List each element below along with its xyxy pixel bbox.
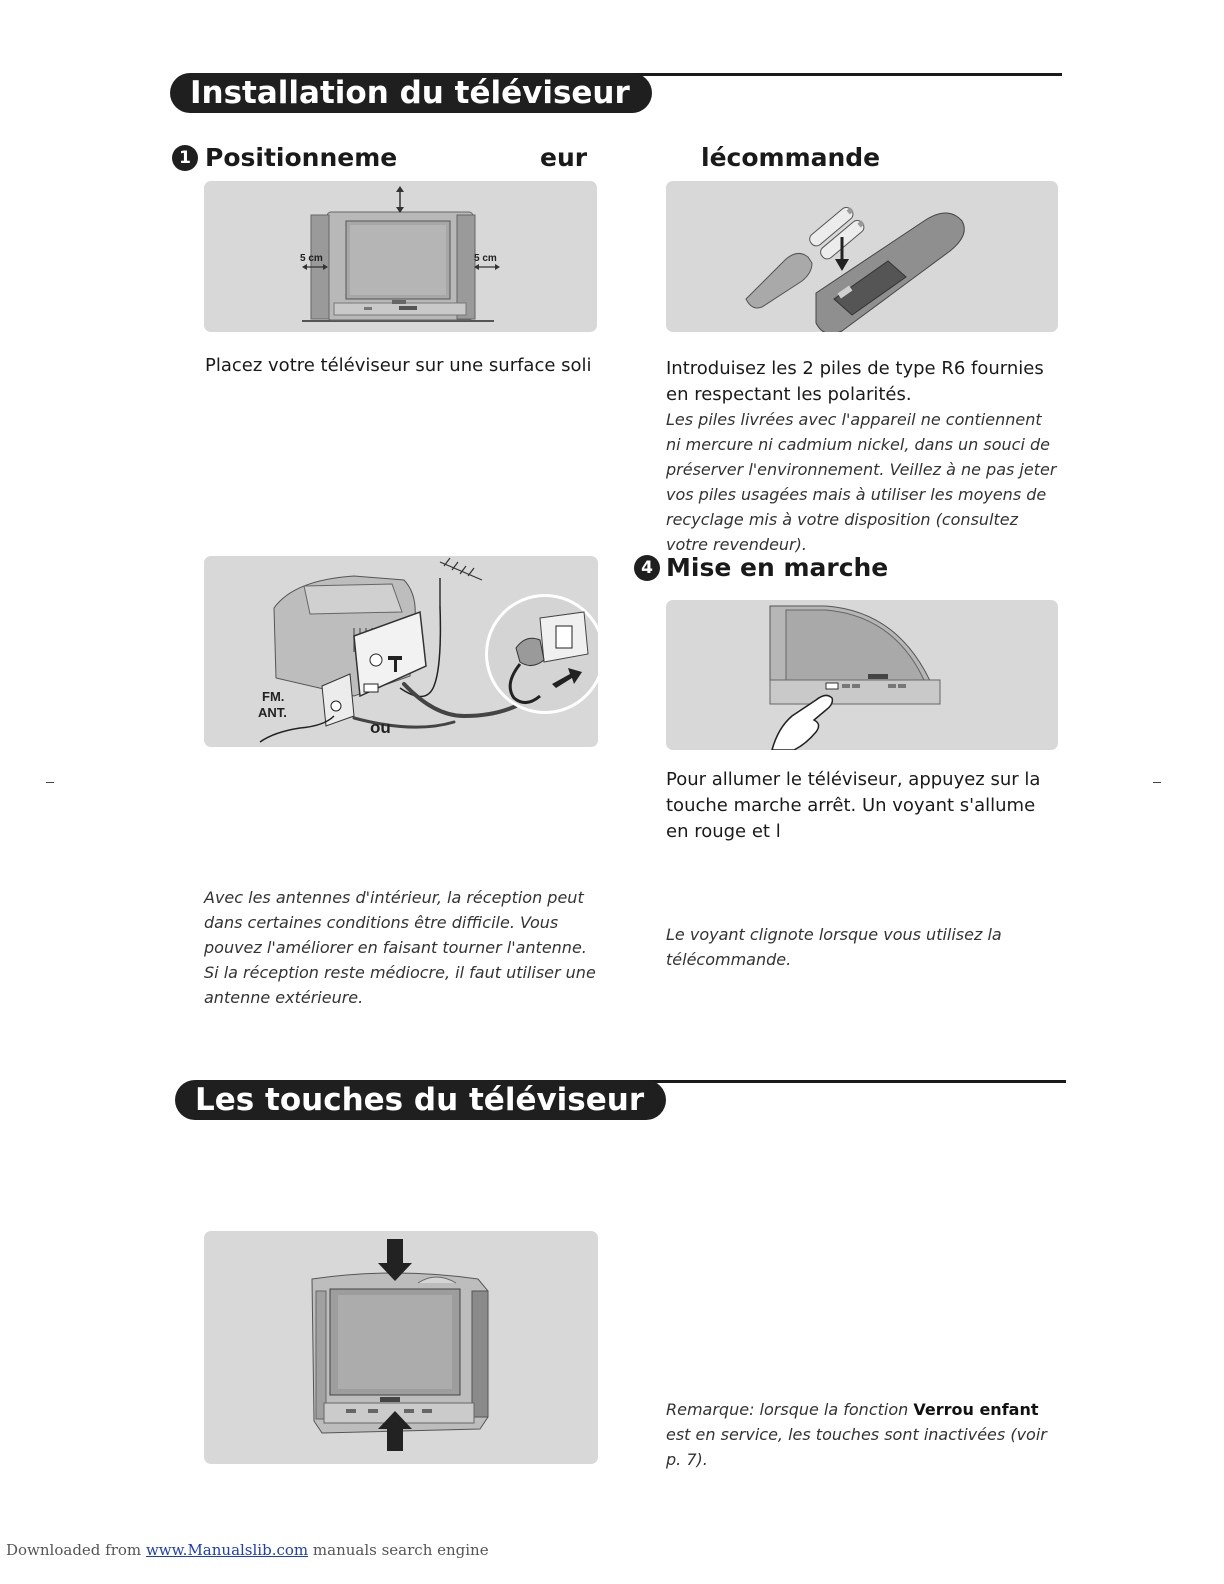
- section-title-installation: Installation du téléviseur: [170, 73, 652, 113]
- footer-suffix: manuals search engine: [312, 1541, 489, 1559]
- led-note: Le voyant clignote lorsque vous utilisez la télécommande.: [666, 925, 1002, 969]
- remark-child-lock: Verrou enfant: [913, 1400, 1039, 1419]
- remark-prefix: Remarque: lorsque la fonction: [666, 1400, 909, 1419]
- antenna-connection-illustration: [204, 556, 598, 747]
- footer-prefix: Downloaded from: [6, 1541, 142, 1559]
- step-number-4: 4: [634, 555, 660, 581]
- remark-suffix: est en service, les touches sont inactivées (voir p. 7).: [666, 1425, 1047, 1469]
- tv-positioning-illustration: [204, 181, 597, 332]
- batteries-note: Les piles livrées avec l'appareil ne contiennent ni mercure ni cadmium nickel, dans un souci de préserver l'environnement. Veillez à ne pas jeter vos piles usagées mais à utiliser les moyens de recyclage mis à votre disposition (consultez votre revendeur).: [666, 410, 1057, 554]
- right-gap-label: 5 cm: [474, 253, 497, 264]
- remote-battery-illustration: [666, 181, 1058, 332]
- manualslib-link[interactable]: www.Manualslib.com: [145, 1541, 309, 1559]
- antenna-note: Avec les antennes d'intérieur, la réception peut dans certaines conditions être difficile. Vous pouvez l'améliorer en faisant tourner l'antenne. Si la réception reste médiocre, il faut utiliser une antenne extérieure.: [204, 888, 596, 1007]
- power-on-text: Pour allumer le téléviseur, appuyez sur la touche marche arrêt. Un voyant s'allume en rouge et l: [666, 769, 1041, 842]
- placement-text: Placez votre téléviseur sur une surface soli: [205, 355, 592, 376]
- margin-mark-left: [46, 782, 54, 783]
- footer: [6, 1541, 489, 1559]
- step-number-1: 1: [172, 145, 198, 171]
- step-title-power: Mise en marche: [666, 553, 889, 582]
- tv-buttons-illustration: [204, 1231, 598, 1464]
- section-title-tv-buttons: Les touches du téléviseur: [175, 1080, 666, 1120]
- margin-mark-right: [1153, 782, 1161, 783]
- batteries-text: Introduisez les 2 piles de type R6 fournies en respectant les polarités.: [666, 358, 1044, 405]
- ant-label: ANT.: [258, 705, 287, 720]
- or-label: ou: [370, 718, 391, 737]
- fm-label: FM.: [262, 689, 285, 704]
- step-title-remote: lécommande: [701, 143, 881, 172]
- power-on-illustration: [666, 600, 1058, 750]
- step-title-positioning-end: eur: [540, 143, 588, 172]
- child-lock-remark: [666, 1397, 1061, 1472]
- left-gap-label: 5 cm: [300, 253, 323, 264]
- step-title-positioning: Positionneme: [205, 143, 398, 172]
